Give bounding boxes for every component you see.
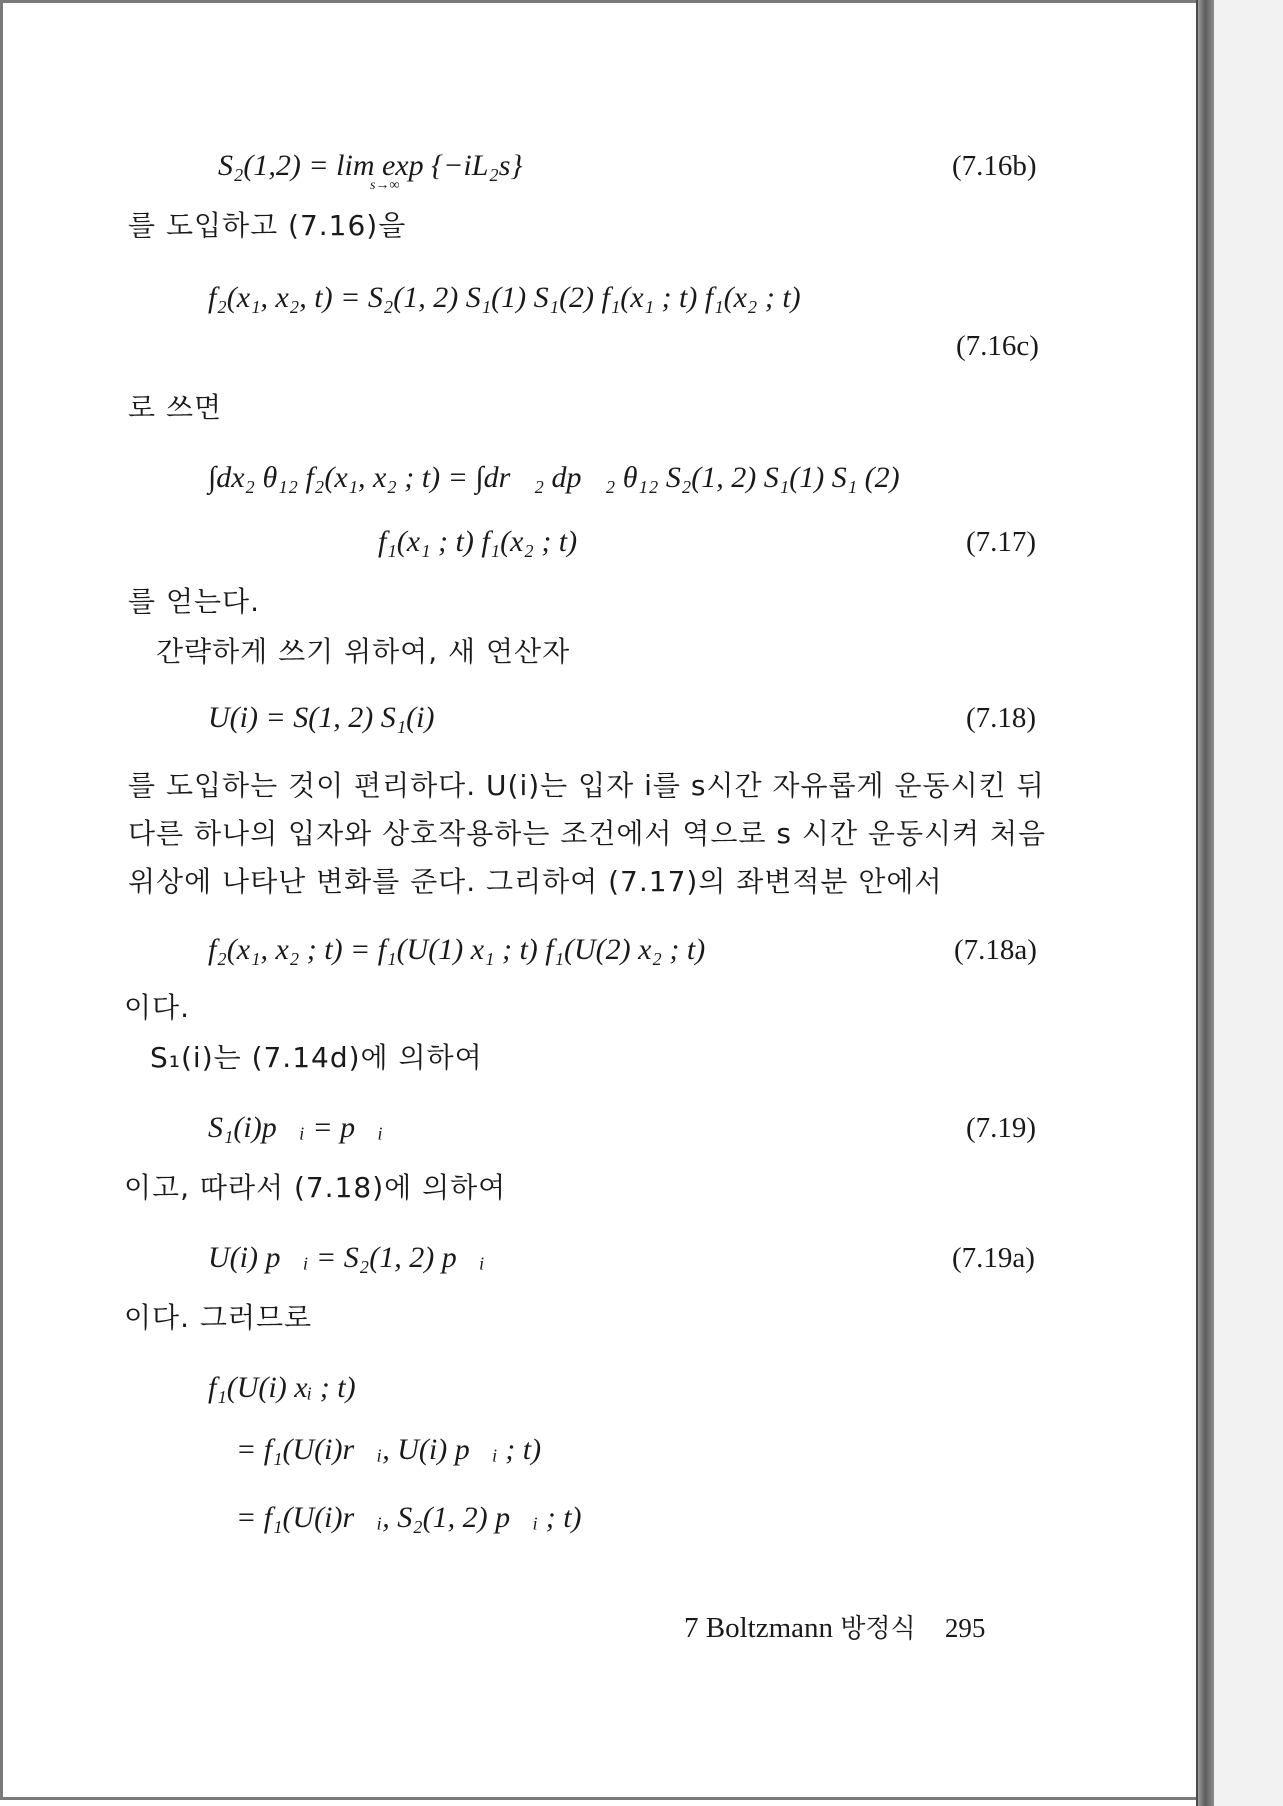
paragraph-line: 를 얻는다. bbox=[128, 585, 260, 618]
page-edge bbox=[1196, 0, 1214, 1806]
paragraph-line: 다른 하나의 입자와 상호작용하는 조건에서 역으로 s 시간 운동시켜 처음 bbox=[128, 817, 1047, 850]
paragraph-line: 이다. bbox=[124, 991, 190, 1024]
limit-subscript: s→∞ bbox=[370, 178, 400, 193]
paragraph-line: S₁(i)는 (7.14d)에 의하여 bbox=[150, 1041, 483, 1074]
viewer-background bbox=[1214, 0, 1283, 1806]
equation-7-17-line-2: f₁(x₁ ; t) f₁(x₂ ; t) bbox=[378, 525, 578, 558]
equation-7-16c: f₂(x₁, x₂, t) = S₂(1, 2) S₁(1) S₁(2) f₁(x₁ ; t) f₁(x₂ ; t) bbox=[208, 281, 801, 314]
equation-7-18a: f₂(x₁, x₂ ; t) = f₁(U(1) x₁ ; t) f₁(U(2) x₂ ; t) bbox=[208, 933, 706, 966]
equation-number-7-19: (7.19) bbox=[966, 1112, 1037, 1144]
equation-7-17-line-1: ∫dx₂ θ₁₂ f₂(x₁, x₂ ; t) = ∫dr⃗₂ dp⃗₂ θ₁₂ S₂(1, 2) S₁(1) S₁ (2) bbox=[208, 461, 900, 494]
equation-final-line-1: f₁(U(i) xᵢ ; t) bbox=[208, 1371, 356, 1404]
paragraph-line: 이다. 그러므로 bbox=[124, 1301, 313, 1334]
paragraph-line: 이고, 따라서 (7.18)에 의하여 bbox=[124, 1171, 507, 1204]
page-number: 295 bbox=[944, 1613, 986, 1643]
equation-final-line-2: = f₁(U(i)r⃗ᵢ, U(i) p⃗ᵢ ; t) bbox=[236, 1433, 542, 1466]
paragraph-line: 를 도입하는 것이 편리하다. U(i)는 입자 i를 s시간 자유롭게 운동시킨 뒤 bbox=[128, 769, 1045, 802]
equation-number-7-18: (7.18) bbox=[966, 702, 1037, 734]
equation-7-19a: U(i) p⃗ᵢ = S₂(1, 2) p⃗ᵢ bbox=[208, 1241, 485, 1274]
equation-number-7-16b: (7.16b) bbox=[952, 150, 1037, 182]
running-footer bbox=[684, 1608, 985, 1645]
paragraph-line: 를 도입하고 (7.16)을 bbox=[128, 209, 407, 242]
footer-chapter: 7 Boltzmann bbox=[684, 1612, 834, 1644]
equation-7-19: S₁(i)p⃗ᵢ = p⃗ᵢ bbox=[208, 1111, 384, 1144]
footer-chapter-korean: 방정식 bbox=[840, 1614, 916, 1644]
paragraph-line: 위상에 나타난 변화를 준다. 그리하여 (7.17)의 좌변적분 안에서 bbox=[128, 865, 943, 898]
paragraph-line: 간략하게 쓰기 위하여, 새 연산자 bbox=[156, 635, 571, 668]
equation-number-7-16c: (7.16c) bbox=[956, 330, 1039, 362]
equation-final-line-3: = f₁(U(i)r⃗ᵢ, S₂(1, 2) p⃗ᵢ ; t) bbox=[236, 1501, 582, 1534]
paragraph-line: 로 쓰면 bbox=[128, 391, 223, 424]
equation-7-16b: S₂(1,2) = lim exp {−iL₂s} bbox=[218, 149, 523, 182]
equation-7-18: U(i) = S(1, 2) S₁(i) bbox=[208, 701, 435, 734]
equation-number-7-19a: (7.19a) bbox=[952, 1242, 1035, 1274]
equation-number-7-17: (7.17) bbox=[966, 526, 1037, 558]
equation-number-7-18a: (7.18a) bbox=[954, 934, 1037, 966]
